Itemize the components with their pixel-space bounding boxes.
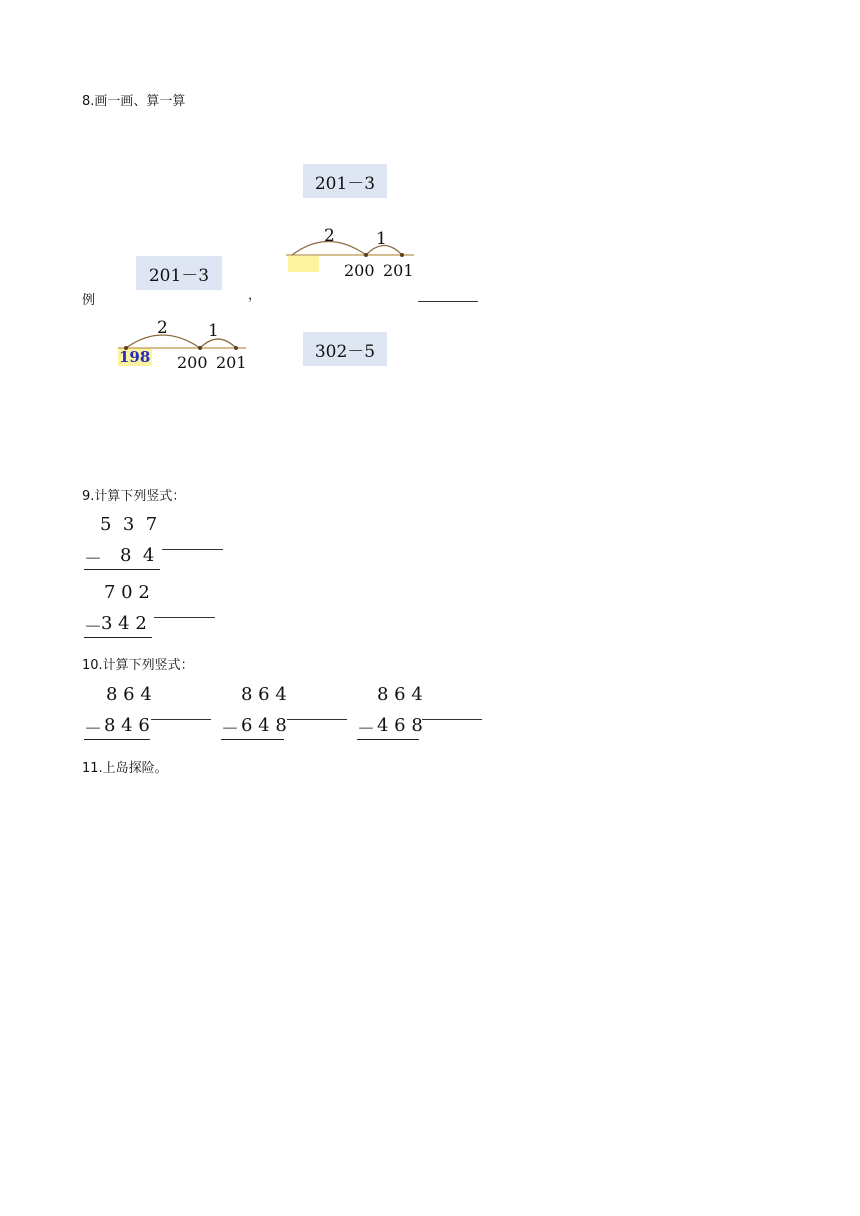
answer-blank-9a[interactable] [162, 549, 223, 550]
vertical-top-537: 5 3 7 [100, 514, 158, 535]
result-rule [357, 739, 419, 740]
tick-label-200: 200 [344, 261, 375, 280]
minus-sign: － [221, 719, 239, 740]
expression-box-top: 201－3 [303, 164, 387, 198]
comma: ， [248, 288, 262, 303]
jump-label-2: 2 [324, 226, 335, 246]
vertical-bottom-846: 8 4 6 [104, 715, 150, 736]
vertical-top-864: 8 6 4 [106, 684, 152, 705]
answer-blank-q8[interactable] [418, 301, 478, 302]
answer-blank-10b[interactable] [287, 719, 347, 720]
minus-sign: － [84, 719, 102, 740]
minus-sign: － [84, 549, 102, 570]
jump-label-1: 1 [376, 229, 387, 249]
jump-label-2-example: 2 [157, 318, 168, 338]
result-rule [84, 739, 150, 740]
question-9-title: 9.计算下列竖式： [82, 489, 186, 504]
answer-blank-10a[interactable] [151, 719, 211, 720]
answer-blank-10c[interactable] [422, 719, 482, 720]
result-rule [221, 739, 284, 740]
vertical-top-864: 8 6 4 [241, 684, 287, 705]
answer-blank-9b[interactable] [154, 617, 215, 618]
vertical-bottom-342: 3 4 2 [101, 613, 147, 634]
question-10-title: 10.计算下列竖式： [82, 658, 194, 673]
result-rule [84, 569, 160, 570]
question-8-title: 8.画一画、算一算 [82, 94, 186, 109]
tick-label-201-example: 201 [216, 353, 247, 372]
question-11-title: 11.上岛探险。 [82, 761, 168, 776]
tick-label-200-example: 200 [177, 353, 208, 372]
vertical-bottom-648: 6 4 8 [241, 715, 287, 736]
tick-label-201: 201 [383, 261, 414, 280]
expression-box-bottom: 302－5 [303, 332, 387, 366]
answer-198: 198 [119, 348, 151, 366]
result-rule [84, 637, 152, 638]
expression-box-example: 201－3 [136, 256, 222, 290]
jump-label-1-example: 1 [208, 321, 219, 341]
minus-sign: － [84, 617, 102, 638]
vertical-bottom-468: 4 6 8 [377, 715, 423, 736]
answer-highlight-blank [288, 256, 319, 272]
vertical-top-864: 8 6 4 [377, 684, 423, 705]
vertical-top-702: 7 0 2 [104, 582, 150, 603]
example-label: 例 [82, 293, 96, 308]
vertical-bottom-84: 8 4 [120, 545, 155, 566]
minus-sign: － [357, 719, 375, 740]
